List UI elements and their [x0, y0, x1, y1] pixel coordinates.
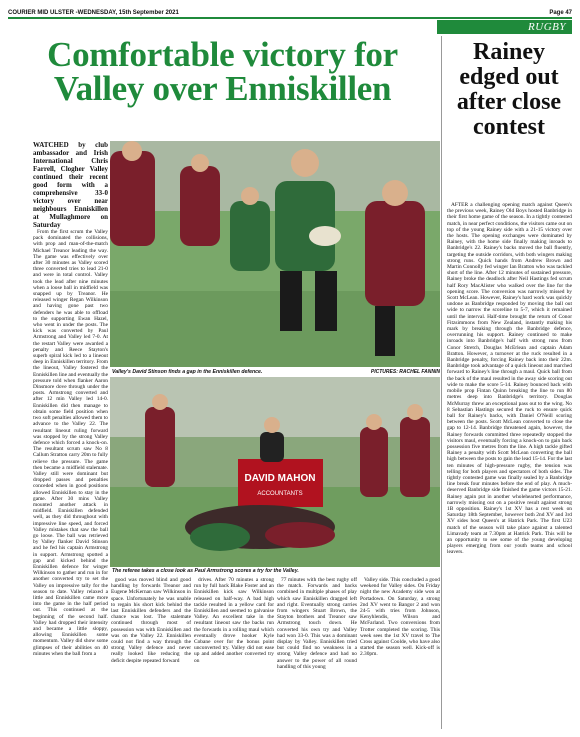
article-intro: WATCHED by club ambassador and Irish International Chris Farrell, Clogher Valley continued their recent good form with a comprehensive 33-0 victory over near neighbours Enniskillen at Mullaghmore on Saturday: [33, 141, 108, 229]
photo2-caption: The referee takes a close look as Paul Armstrong scores a try for the Valley.: [112, 568, 299, 574]
side-article-body: AFTER a challenging opening match against Queen's the previous week, Rainey Old Boys hosted Banbridge in their first home game of the season. In a tightly contested match, in near perfect conditions, the visitors came out on top of the young Rainey side with a 21-15 victory over the hosts. The opening exchanges were dominated by Rainey, with the home side finally making inroads to Banbridge's 22. Rainey's backs moved the ball fluently, targeting the outside corridors, with both wingers making strong runs. Quick hands from Andrew Brown and Martin Connolly fed winger Ian Bratton who was tackled short of the line. After 12 minutes of sustained pressure, Rainey broke the deadlock after Neil Hastings fed scrum half Rory MacAlister who walked over the line for the opening score. The conversion was narrowly missed by Scott McLean. However, Rainey's hard work was quickly undone as Banbridge responded by moving the ball out wide to narrow the scoreline to 5-7, which it remained until the interval. Half-time brought the return of Conor Fitzsimmons from New Zealand, instantly making his mark by breaking through the Banbridge defence, overrunning his support. Rainey continued to make inroads into Banbridge's half with strong runs from Conor Stretch, Douglas McErlean and captain Adam Bratton. However, a turnover at the ruck resulted in a Banbridge penalty, forcing Rainey back into their 22m. Banbridge took advantage of a quick lineout and marched forward to Rainey's line through a maul. Quick ball from the back of the maul resulted in the away side scoring out wide to make the score 5-14. Rainey bounced back with mobile prop Fintan Quinn breaking the line to run 80 metres deep into Banbridge's territory. Douglas McMurray threw an exceptional pass out to the wing. No 8 Sebastian Hastings secured the ruck to ensure quick ball for Rainey's backs, with Daniel O'Neill scoring between the posts. Scott McLean converted to close the gap to 12-14. Banbridge threatened again, however, the Rainey forwards committed three repeatedly stopped the visitors maul, eventually forcing a knock-on to gain back possession five metres from the line. A high tackle gifted Rainey a penalty with Scott McLean converting the ball high between the posts to gain the lead 15-14. For the last ten minutes of high-pressure rugby, the tension was telling for both players and spectators of both sides. The tightly contested game was finally sealed by a Banbridge line break four minutes before the end of play. A much-deserved Banbridge side finished the game victors 15-21. Rainey again put in another wholehearted performance, narrowly missing out on a positive result against strong 1B opposition. Rainey's 1st XV has a rest week on Saturday 18th September, however both 2nd XV and 3rd XV sides host Queen's at Hatrick Park. The first U23 match of the season will take place against a talented Limavady team at 7.30pm at Hatrick Park. This will be an opportunity to see some of the young developing players emerging from our youth teams and school leavers.: [447, 202, 572, 556]
section-label: RUGBY: [437, 20, 572, 34]
publication-info: COURIER MID ULSTER -WEDNESDAY, 15th September 2021: [8, 10, 179, 16]
photo1-credit: PICTURES: RACHEL FANNIN: [370, 369, 440, 375]
article-body-col4: 77 minutes with the best rugby off the match. Forwards and backs combined in multiple phases of play which saw Enniskillen dragged left and right. Eventually strong carries from wingers Stuart Brown, the Stayton brothers and Treanor saw Armstrong touch down. He converted his own try and Valley had won 33-0. This was a dominant display by Valley. Enniskillen tried but could find no weakness in a strong Valley defence and had no answer to the power of all round handling of this young: [277, 577, 357, 670]
photo-illustration: [110, 377, 440, 567]
page-number: Page 47: [549, 10, 572, 16]
article-body-col1: From the first scrum the Valley pack dominated the collisions, with prop and man-of-the-match Michael Treanor leading the way. The game was effectively over after 30 minutes as Valley scored three converted tries to lead 21-0 and were in total control. Valley took the lead after nine minutes when a loose ball in midfield was snapped up by Treanor. He released winger Regan Wilkinson and having gone past two defenders he was able to offload to the supporting Ewan Hazel, who went in under the posts. The kick was converted by Paul Armstrong and Valley led 7-0. At the restart Valley were awarded a penalty and Reece Stayton's superb spiral kick led to a lineout deep in Enniskillen territory. From the lineout, Valley fostered the Enniskillen line and eventually the pressure told when flanker Aaron Dinsmore dove through under the posts. Armstrong converted and after 12 min Valley led 14-0. Enniskillen did then manage to obtain some field position when two soft penalties allowed them to advance to the Valley 22. The resultant lineout ruling forward was stopped by the strong Valley defence which forced a knock-on. The resultant scrum saw No 8 Callum Stratton carry 20m to fully relieve the pressure. The game then became a midfield stalemate. Valley still were dominant but dropped passes and penalties conceded when in good positions allowed Enniskillen to stay in the game. After 30 mins Valley mounted another attack in midfield. Enniskillen defended well, as they did throughout with impressive line speed, and forced Valley mistakes that saw the ball go loose. The ball was retrieved by Valley flanker David Stinson and he fed his captain Armstrong in support. Armstrong spotted a gap and kicked behind the Enniskillen defence for winger Wilkinson to gather and run in for another converted try to set the Valley on impressive tally for the season to date. Valley relaxed a little and Enniskillen came more into the game in the half period out. This continued at the beginning of the second half. Valley had dropped their intensity and became a little sloppy, allowing Enniskillen some momentum. Valley did show some glimpses of their abilities on 40 minutes when the ball from a: [33, 229, 108, 657]
header-rule: [8, 17, 572, 19]
photo-rugby-tackle: [110, 141, 440, 367]
main-headline: Comfortable victory for Valley over Enniskillen: [47, 35, 398, 108]
article-column-2: [111, 577, 191, 731]
page-header: [8, 4, 572, 16]
photo-try-scored: [110, 377, 440, 567]
photo-illustration: [110, 141, 440, 367]
column-divider: [441, 36, 442, 729]
side-headline: Rainey edged out after close contest: [456, 39, 562, 140]
article-column-3: [194, 577, 274, 731]
article-column-1: [33, 141, 108, 731]
photo1-caption: Valley's David Stinson finds a gap in the Enniskillen defence.: [112, 369, 263, 375]
article-body-col2: good was moved blind and good handling by forwards Treanor and Eugene McKernan saw Wilkinson in space. Unfortunately he was unable to regain his short kick behind the last Enniskillen defenders and the chance was lost. The stalemate continued through most of possession was with Enniskillen and was on the Valley 22. Enniskillen could not find a way through the strong Valley defence and never really looked like reducing the deficit despite repeated forward: [111, 577, 191, 664]
article-column-4: [277, 577, 357, 731]
sponsor-board: DAVID MAHON: [244, 473, 316, 484]
article-body-col3: drives. After 70 minutes a strong run by full back Blake Foster and an Enniskillen kick saw Wilkinson released on half-way. A bad high tackle resulted in a yellow card for Enniskillen and seemed to galvanise Valley. An excellent take in the resultant lineout saw the backs run the forwards in a rolling maul which eventually drove hooker Kyle Cobane over for the bonus point unconverted try. Valley did not ease up and added another converted try on: [194, 577, 274, 664]
article-column-5: [360, 577, 440, 731]
side-article: [447, 202, 572, 730]
sponsor-board-sub: ACCOUNTANTS: [257, 491, 303, 497]
article-body-col5: Valley side. This concluded a good weekend for Valley sides. On Friday night the new Academy side won at Portadown. On Saturday, a strong 2nd XV went to Bangor 2 and won 24-5 with tries from Johnson, Kenyhlendis, Wilson and McFarland. Two conversions from Trotter completed the scoring. This week sees the 1st XV travel to The Cross against Coolde, who have also started the season well. Kick-off is 2.30pm.: [360, 577, 440, 658]
